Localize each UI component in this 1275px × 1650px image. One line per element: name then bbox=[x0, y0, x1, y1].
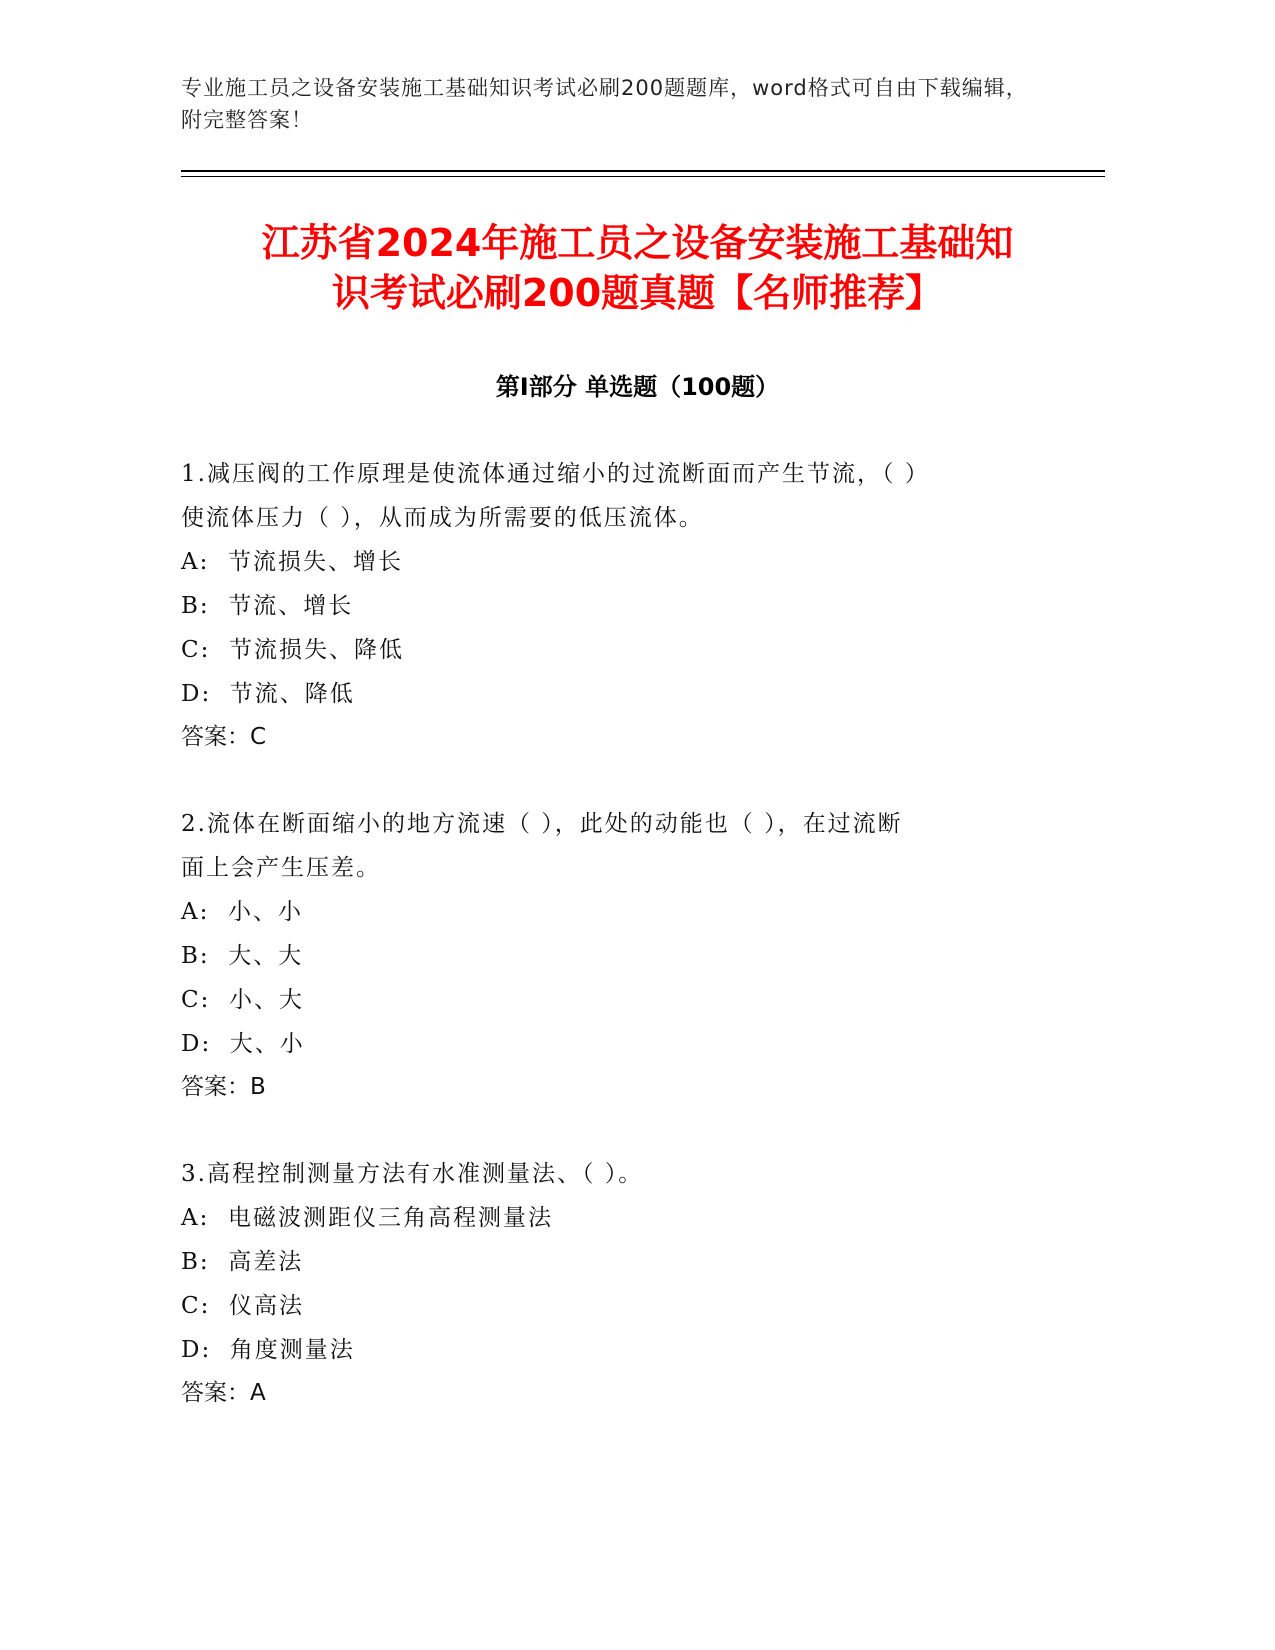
header-note: 专业施工员之设备安装施工基础知识考试必刷200题题库，word格式可自由下载编辑，附完整答案！ bbox=[181, 76, 1028, 132]
answer: 答案：A bbox=[181, 1380, 266, 1406]
question-stem bbox=[181, 452, 1041, 540]
option-a: A: 小、小 bbox=[181, 899, 303, 925]
question-stem bbox=[181, 1152, 1041, 1196]
option-a: A: 节流损失、增长 bbox=[181, 549, 403, 575]
question-3 bbox=[181, 1152, 1041, 1414]
document-title-line2: 识考试必刷200题真题【名师推荐】 bbox=[331, 271, 944, 315]
option-c: C: 节流损失、降低 bbox=[181, 637, 404, 663]
document-title bbox=[150, 218, 1125, 318]
question-list bbox=[181, 452, 1041, 1458]
option-d: D: 大、小 bbox=[181, 1031, 305, 1057]
option-d: D: 角度测量法 bbox=[181, 1337, 355, 1363]
question-stem-line2: 使流体压力（ ），从而成为所需要的低压流体。 bbox=[181, 505, 704, 531]
section-heading: 第Ⅰ部分 单选题（100题） bbox=[495, 373, 780, 401]
document-title-line1: 江苏省2024年施工员之设备安装施工基础知 bbox=[261, 221, 1014, 265]
question-stem-line1: 1.减压阀的工作原理是使流体通过缩小的过流断面而产生节流，（ ） bbox=[181, 461, 930, 487]
option-b: B: 大、大 bbox=[181, 943, 304, 969]
option-a: A: 电磁波测距仪三角高程测量法 bbox=[181, 1205, 553, 1231]
option-c: C: 小、大 bbox=[181, 987, 304, 1013]
option-b: B: 高差法 bbox=[181, 1249, 304, 1275]
question-stem bbox=[181, 802, 1041, 890]
answer: 答案：B bbox=[181, 1074, 266, 1100]
question-2 bbox=[181, 802, 1041, 1108]
question-1 bbox=[181, 452, 1041, 758]
question-stem-line1: 2.流体在断面缩小的地方流速（ ），此处的动能也（ ），在过流断 bbox=[181, 811, 903, 837]
option-c: C: 仪高法 bbox=[181, 1293, 304, 1319]
option-d: D: 节流、降低 bbox=[181, 681, 355, 707]
header-divider-thin bbox=[181, 176, 1105, 177]
answer: 答案：C bbox=[181, 724, 267, 750]
question-stem-line2: 面上会产生压差。 bbox=[181, 855, 381, 881]
question-stem-line1: 3.高程控制测量方法有水准测量法、（ ）。 bbox=[181, 1161, 644, 1187]
header-divider-thick bbox=[181, 170, 1105, 172]
option-b: B: 节流、增长 bbox=[181, 593, 354, 619]
